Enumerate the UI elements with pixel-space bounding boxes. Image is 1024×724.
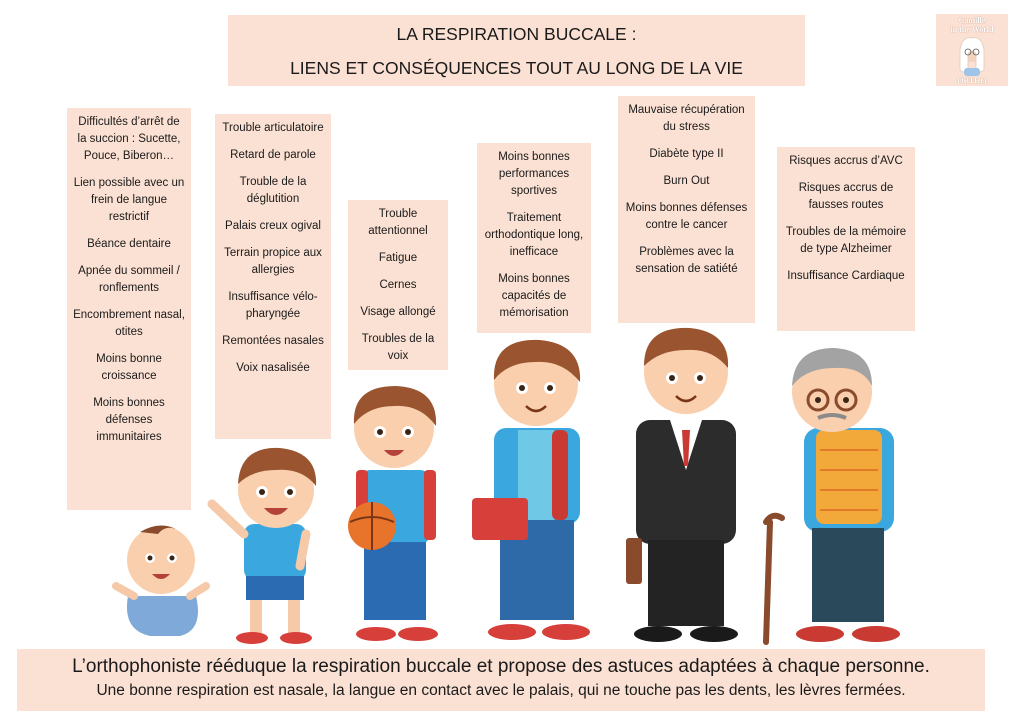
- consequence-item: Trouble de la déglutition: [239, 176, 307, 205]
- logo-text-top: Camille: [958, 16, 986, 25]
- consequence-item: Apnée du sommeil / ronflements: [78, 265, 180, 294]
- consequence-item: Mauvaise récupération du stress: [628, 104, 745, 133]
- consequence-item: Terrain propice aux allergies: [224, 247, 322, 276]
- consequence-item: Diabète type II: [649, 148, 724, 160]
- consequence-item: Risques accrus de fausses routes: [798, 182, 894, 211]
- consequence-item: Insuffisance vélo-pharyngée: [228, 291, 318, 320]
- consequence-item: Encombrement nasal, otites: [73, 309, 185, 338]
- logo-text-middle: in the World: [950, 25, 994, 34]
- teen-figure: [472, 340, 590, 640]
- consequence-item: Difficultés d’arrêt de la succion : Sucette, Pouce, Biberon…: [77, 116, 181, 162]
- consequence-item: Insuffisance Cardiaque: [787, 270, 905, 282]
- title-line-2: LIENS ET CONSÉQUENCES TOUT AU LONG DE LA VIE: [290, 58, 743, 78]
- consequence-item: Trouble attentionnel: [368, 208, 428, 237]
- consequence-item: Trouble articulatoire: [222, 122, 324, 134]
- consequence-item: Fatigue: [378, 252, 418, 264]
- consequence-item: Retard de parole: [230, 149, 316, 161]
- consequence-item: Moins bonnes performances sportives: [498, 151, 570, 197]
- consequence-item: Moins bonnes capacités de mémorisation: [498, 273, 570, 319]
- footer-line-2: Une bonne respiration est nasale, la langue en contact avec le palais, qui ne touche pas les dents, les lèvres fermées.: [96, 682, 906, 699]
- toddler-figure: [212, 448, 316, 644]
- consequence-item: Remontées nasales: [222, 335, 324, 347]
- consequence-item: Moins bonnes défenses immunitaires: [93, 397, 165, 443]
- consequence-item: Traitement orthodontique long, inefficace: [484, 212, 584, 258]
- senior-figure: [766, 348, 900, 642]
- consequence-item: Palais creux ogival: [225, 220, 321, 232]
- consequence-item: Béance dentaire: [87, 238, 171, 250]
- consequence-item: Problèmes avec la sensation de satiété: [635, 246, 738, 275]
- consequence-item: Cernes: [379, 279, 417, 291]
- consequence-item: Risques accrus d’AVC: [789, 155, 903, 167]
- child-figure: [348, 386, 438, 641]
- adult-figure: [626, 328, 738, 642]
- consequence-item: Troubles de la mémoire de type Alzheimer: [785, 226, 907, 255]
- consequence-item: Burn Out: [663, 175, 710, 187]
- consequence-item: Lien possible avec un frein de langue restrictif: [73, 177, 185, 223]
- footer-line-1: L’orthophoniste rééduque la respiration buccale et propose des astuces adaptées à chaque personne.: [72, 656, 930, 677]
- consequence-item: Voix nasalisée: [236, 362, 310, 374]
- title-line-1: LA RESPIRATION BUCCALE :: [396, 24, 637, 44]
- logo-text-bottom: ORTHO: [957, 76, 987, 85]
- consequence-item: Moins bonne croissance: [96, 353, 162, 382]
- consequence-item: Visage allongé: [360, 306, 436, 318]
- consequence-item: Moins bonnes défenses contre le cancer: [625, 202, 748, 231]
- footer-banner: [17, 649, 985, 711]
- consequence-item: Troubles de la voix: [361, 333, 435, 362]
- baby-figure: [116, 525, 206, 636]
